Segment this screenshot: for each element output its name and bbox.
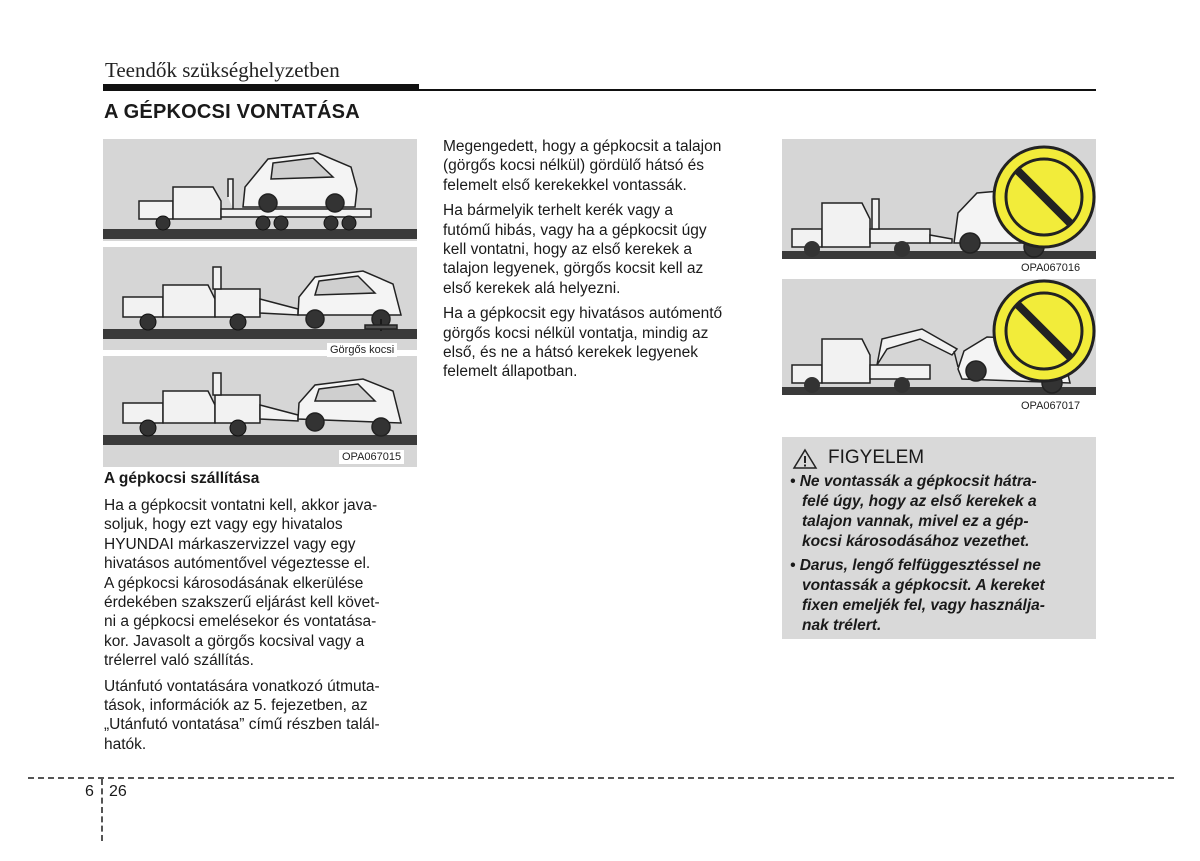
footer-divider — [101, 779, 103, 841]
chapter-number: 6 — [85, 783, 94, 800]
prohibited-towing-illustration-2 — [782, 279, 1096, 415]
middle-paragraph-3: Ha a gépkocsit egy hivatásos autómentő görgős kocsi nélkül vontatja, mindig az első, és ne a hátsó kerekek legyenek felemelt állapotban. — [443, 305, 723, 381]
prohibited-icon — [994, 147, 1094, 247]
header-rule-thick — [103, 84, 419, 91]
transport-text — [104, 496, 418, 760]
prohibited-towing-figure-1 — [782, 139, 1096, 277]
towing-methods-figure — [103, 139, 417, 467]
figure-code: OPA067017 — [1018, 399, 1083, 413]
transport-paragraph-1: Ha a gépkocsit vontatni kell, akkor java- soljuk, hogy ezt vagy egy hivatalos HYUNDAI márkaszervizzel vagy egy hivatásos autómentővel végeztesse el. A gépkocsi károsodásának elkerülése érdekében szakszerű eljárást kell követ- ni a gépkocsi emelésekor és vontatása- kor. Javasolt a görgős kocsival vagy a trélerrel való szállítás. — [104, 497, 380, 670]
warning-title: FIGYELEM — [828, 447, 925, 468]
figure-code: OPA067016 — [1018, 261, 1083, 275]
page-number: 26 — [109, 783, 127, 800]
header-rule-thin — [419, 89, 1096, 91]
warning-triangle-icon — [792, 448, 818, 475]
warning-item-2: • Darus, lengő felfüggesztéssel ne vontassák a gépkocsit. A kereket fixen emeljék fel, vagy használja- nak trélert. — [790, 557, 1045, 634]
transport-heading: A gépkocsi szállítása — [104, 470, 260, 487]
dolly-label: Görgős kocsi — [327, 343, 397, 357]
middle-text — [443, 137, 756, 388]
middle-paragraph-1: Megengedett, hogy a gépkocsit a talajon (görgős kocsi nélkül) gördülő hátsó és felemelt első kerekekkel vontassák. — [443, 138, 722, 194]
footer-rule — [28, 777, 1174, 779]
prohibited-towing-figure-2 — [782, 279, 1096, 415]
section-title: A GÉPKOCSI VONTATÁSA — [104, 101, 360, 123]
warning-item-1: • Ne vontassák a gépkocsit hátra- felé úgy, hogy az első kerekek a talajon vannak, mivel ez a gép- kocsi károsodásához vezethet. — [790, 473, 1037, 550]
towing-methods-illustration — [103, 139, 417, 467]
transport-paragraph-2: Utánfutó vontatására vonatkozó útmuta- tások, információk az 5. fejezetben, az „Utánfutó vontatása” című részben talál- hatók. — [104, 677, 380, 753]
chapter-title: Teendők szükséghelyzetben — [105, 58, 340, 82]
middle-paragraph-2: Ha bármelyik terhelt kerék vagy a futómű hibás, vagy ha a gépkocsit úgy kell vontatni, hogy az első kerekek a talajon legyenek, görgős kocsit kell az első kerekek alá helyezni. — [443, 202, 707, 297]
prohibited-icon — [994, 281, 1094, 381]
figure-code: OPA067015 — [339, 450, 404, 464]
prohibited-towing-illustration-1 — [782, 139, 1096, 277]
